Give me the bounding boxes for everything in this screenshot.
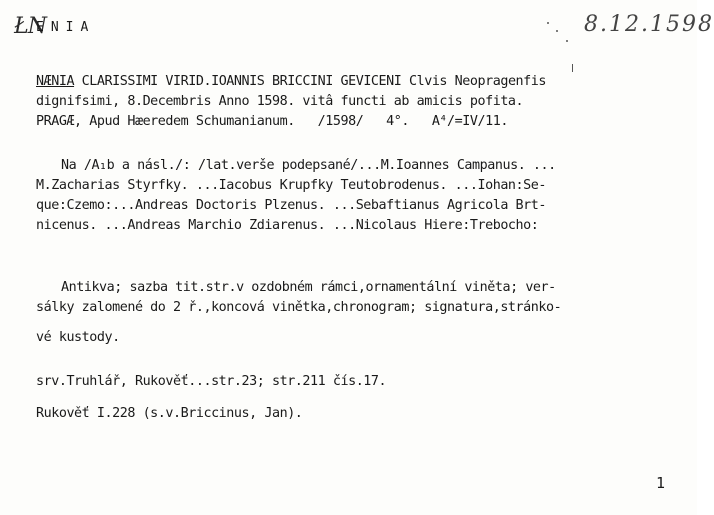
title-line-1-rest: CLARISSIMI VIRID.IOANNIS BRICCINI GEVICENI Clvis Neopragenfis (74, 74, 546, 89)
handwritten-annotation-left: ŁN (14, 14, 46, 39)
description-line-2: sálky zalomené do 2 ř.,koncová vinětka,chronogram; signatura,stránko- (36, 300, 562, 315)
ink-speck (547, 22, 549, 24)
title-line-1 (36, 74, 546, 90)
title-word-nenia: NÆNIA (36, 74, 75, 89)
ink-speck (556, 30, 558, 32)
contents-line-4: nicenus. ...Andreas Marchio Zdiarenus. ...Nicolaus Hiere:Trebocho: (36, 218, 539, 233)
handwritten-date: 8.12.1598 (584, 12, 714, 37)
reference-line-1: srv.Truhlář, Rukověť...str.23; str.211 čís.17. (36, 374, 387, 389)
imprint-line: PRAGÆ, Apud Hæeredem Schumanianum. /1598/ 4°. A⁴/=IV/11. (36, 114, 508, 129)
card-heading: ENIA (36, 20, 96, 35)
contents-line-3: que:Czemo:...Andreas Doctoris Plzenus. ...Sebaftianus Agricola Brt- (36, 198, 546, 213)
ink-speck (566, 40, 568, 42)
description-line-3: vé kustody. (36, 330, 120, 345)
contents-line-2: M.Zacharias Styrfky. ...Iacobus Krupfky Teutobrodenus. ...Iohan:Se- (36, 178, 546, 193)
description-line-1: Antikva; sazba tit.str.v ozdobném rámci,ornamentální viněta; ver- (61, 280, 556, 295)
contents-line-1: Na /A₁b a násl./: /lat.verše podepsané/...M.Ioannes Campanus. ... (61, 158, 556, 173)
page-number: 1 (656, 474, 666, 492)
title-line-2: dignifsimi, 8.Decembris Anno 1598. vitâ functi ab amicis pofita. (36, 94, 524, 109)
ink-mark (572, 64, 573, 72)
reference-line-2: Rukověť I.228 (s.v.Briccinus, Jan). (36, 406, 303, 421)
